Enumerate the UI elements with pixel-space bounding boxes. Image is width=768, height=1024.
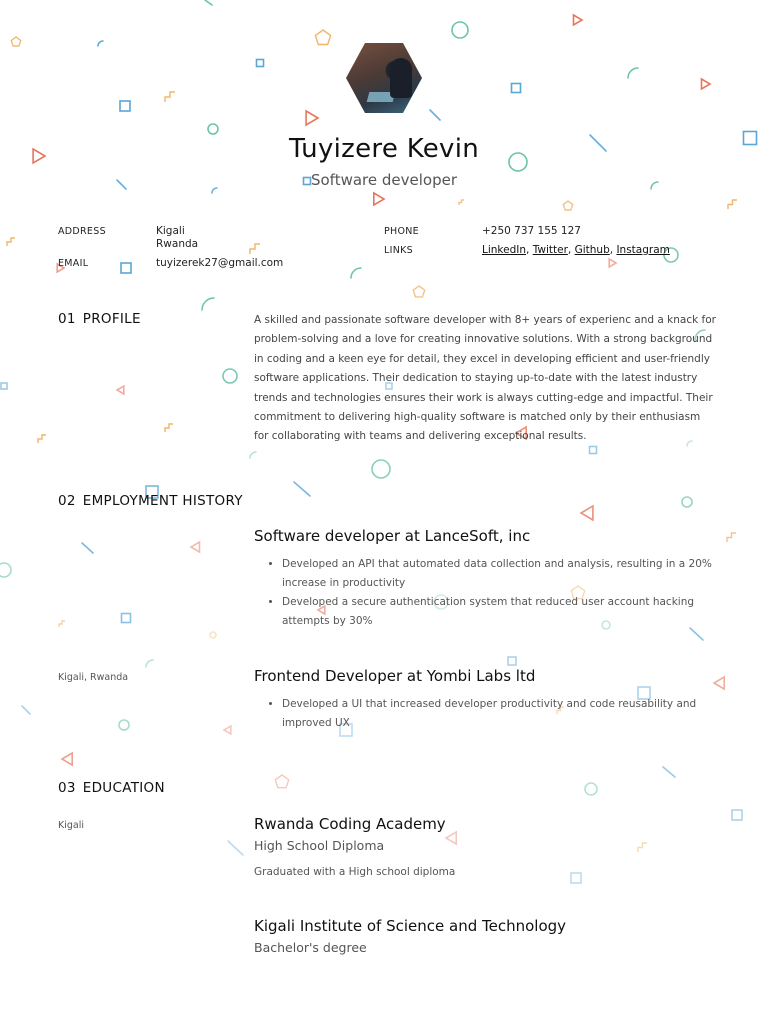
job-bullets (254, 555, 744, 631)
address-label: ADDRESS (58, 226, 106, 237)
github-link[interactable]: Github (574, 244, 610, 256)
candidate-name: Tuyizere Kevin (288, 134, 480, 164)
linkedin-link[interactable]: LinkedIn (482, 244, 527, 256)
links-label: LINKS (384, 245, 413, 256)
address-line2: Rwanda (156, 238, 199, 250)
profile-number: 01 (58, 311, 76, 327)
twitter-link[interactable]: Twitter (532, 244, 568, 256)
job-bullet: • Developed a UI that increased developer productivity and code reusability and improved UX (282, 695, 744, 733)
school-name: Kigali Institute of Science and Technology (254, 917, 567, 935)
degree: Bachelor's degree (254, 940, 367, 955)
phone-label: PHONE (384, 226, 419, 237)
degree: High School Diploma (254, 838, 385, 853)
address-line1: Kigali (156, 225, 185, 237)
candidate-role: Software developer (310, 171, 457, 189)
job-title: Software developer at LanceSoft, inc (254, 527, 531, 545)
employment-title: EMPLOYMENT HISTORY (82, 493, 243, 509)
education-number: 03 (58, 780, 76, 796)
school-name: Rwanda Coding Academy (254, 815, 446, 833)
avatar-person (390, 58, 412, 98)
education-title: EDUCATION (82, 780, 165, 796)
employment-heading (58, 493, 243, 509)
profile-heading (58, 311, 141, 327)
avatar (346, 40, 422, 116)
phone-value: +250 737 155 127 (482, 225, 581, 237)
school-location: Kigali (58, 820, 84, 831)
profile-text: A skilled and passionate software developer with 8+ years of experienc and a knack for problem-solving and a love for creating innovative solutions. With a strong background in coding and a keen eye for detail, they excel in developing efficient and user-friendly software applications. Their dedication to staying up-to-date with the latest industry trends and technologies ensures their work is always cutting-edge and impactful. Their commitment to delivering high-quality software is matched only by their enthusiasm for collaborating with teams and delivering exceptional results. (254, 314, 716, 443)
education-heading (58, 780, 165, 796)
email-label: EMAIL (58, 258, 89, 269)
job-bullet: • Developed a secure authentication system that reduced user account hacking attempts by 30% (282, 593, 744, 631)
job-location: Kigali, Rwanda (58, 672, 129, 683)
job-title: Frontend Developer at Yombi Labs ltd (254, 667, 536, 685)
job-bullets (254, 695, 744, 733)
email-value[interactable]: tuyizerek27@gmail.com (156, 257, 284, 269)
profile-title: PROFILE (82, 311, 141, 327)
links-list: LinkedIn, Twitter, Github, Instagram (482, 244, 670, 256)
instagram-link[interactable]: Instagram (616, 244, 670, 256)
education-description: Graduated with a High school diploma (254, 866, 456, 878)
employment-number: 02 (58, 493, 76, 509)
job-bullet: • Developed an API that automated data collection and analysis, resulting in a 20% increase in productivity (282, 555, 744, 593)
